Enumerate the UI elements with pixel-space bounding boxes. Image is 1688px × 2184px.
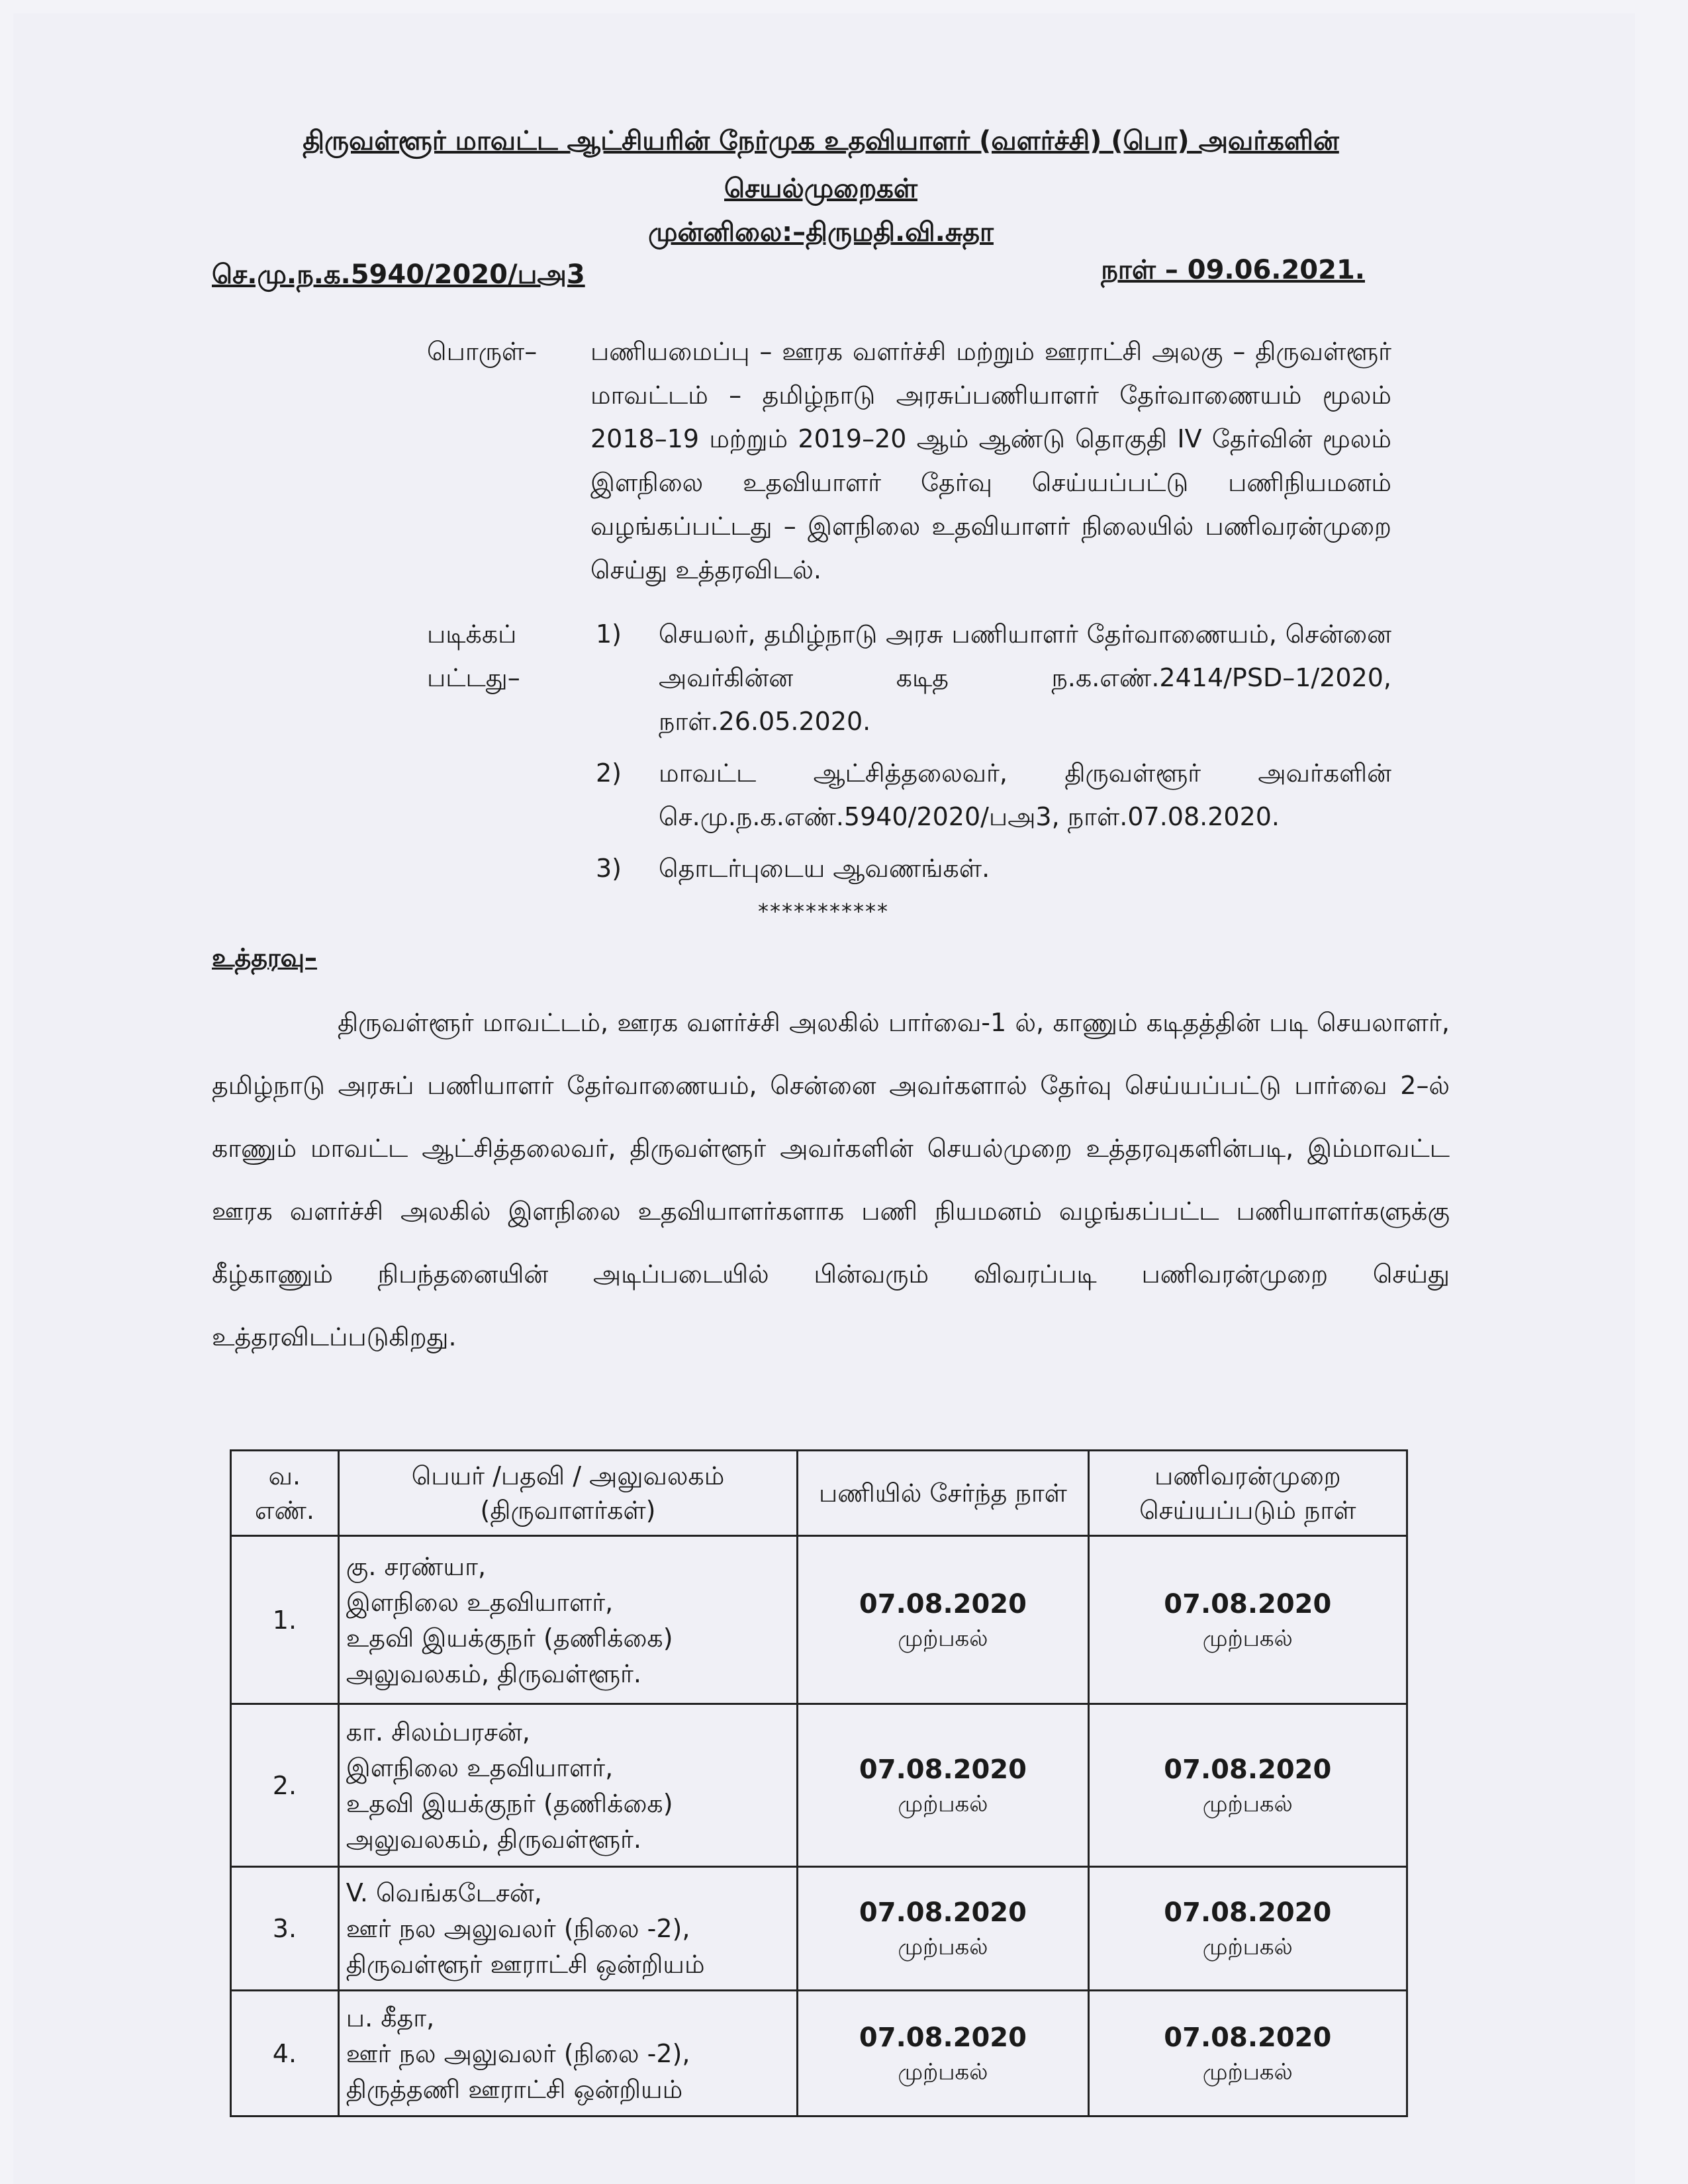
employee-detail-line: அலுவலகம், திருவள்ளூர். [346,1824,641,1854]
references-list [596,612,1391,890]
order-heading: உத்தரவு– [212,943,317,972]
joining-date: 07.08.2020 [859,1754,1027,1785]
reference-item [596,751,1391,839]
regularisation-date-session: முற்பகல் [1202,1790,1293,1817]
serial-number: 2. [231,1704,339,1867]
reference-number: 1) [596,619,622,649]
column-header-name: பெயர் /பதவி / அலுவலகம் (திருவாளர்கள்) [338,1451,797,1536]
reference-number: 3) [596,854,622,883]
separator: *********** [758,899,889,924]
employee-details [338,1991,797,2116]
employee-detail-line: உதவி இயக்குநர் (தணிக்கை) [346,1788,673,1818]
table-row [231,1536,1407,1704]
serial-number: 4. [231,1991,339,2116]
table-row [231,1704,1407,1867]
employee-details [338,1867,797,1991]
employee-detail-line: ஊர் நல அலுவலர் (நிலை -2), [346,1914,690,1943]
joining-date-cell [798,1867,1088,1991]
presiding-officer: முன்னிலை:–திருமதி.வி.சுதா [648,217,994,248]
subject-text: பணியமைப்பு – ஊரக வளர்ச்சி மற்றும் ஊராட்சி அலகு – திருவள்ளூர் மாவட்டம் – தமிழ்நாடு அரசுப்பணியாளர் தேர்வாணையம் மூலம் 2018–19 மற்றும் 2019–20 ஆம் ஆண்டு தொகுதி IV தேர்வின் மூலம் இளநிலை உதவியாளர் தேர்வு செய்யப்பட்டு பணிநியமனம் வழங்கப்பட்டது – இளநிலை உதவியாளர் நிலையில் பணிவரன்முறை செய்து உத்தரவிடல். [590,337,1391,584]
employee-detail-line: ஊர் நல அலுவலர் (நிலை -2), [346,2038,690,2068]
employee-detail-line: இளநிலை உதவியாளர், [346,1587,614,1617]
regularisation-date-cell [1088,1704,1407,1867]
reference-item [596,846,1391,890]
order-body: திருவள்ளூர் மாவட்டம், ஊரக வளர்ச்சி அலகில் பார்வை-1 ல், காணும் கடிதத்தின் படி செயலாளர், தமிழ்நாடு அரசுப் பணியாளர் தேர்வாணையம், சென்னை அவர்களால் தேர்வு செய்யப்பட்டு பார்வை 2–ல் காணும் மாவட்ட ஆட்சித்தலைவர், திருவள்ளூர் அவர்களின் செயல்முறை உத்தரவுகளின்படி, இம்மாவட்ட ஊரக வளர்ச்சி அலகில் இளநிலை உதவியாளர்களாக பணி நியமனம் வழங்கப்பட்ட பணியாளர்களுக்கு கீழ்காணும் நிபந்தனையின் அடிப்படையில் பின்வரும் விவரப்படி பணிவரன்முறை செய்து உத்தரவிடப்படுகிறது. [212,1008,1450,1351]
reference-number: செ.மு.ந.க.5940/2020/பஅ3 [212,259,585,290]
table-header-row [231,1451,1407,1536]
table-row [231,1991,1407,2116]
joining-date-session: முற்பகல் [898,1790,988,1817]
employee-detail-line: கா. சிலம்பரசன், [346,1717,530,1747]
joining-date-session: முற்பகல் [898,2058,988,2085]
regularisation-date-session: முற்பகல் [1202,2058,1293,2085]
regularisation-table [230,1449,1408,2117]
subject-label: பொருள்– [427,337,538,366]
document-date: நாள் – 09.06.2021. [1101,255,1365,285]
references-label-line2: பட்டது– [427,663,520,692]
regularisation-date-cell [1088,1991,1407,2116]
joining-date-cell [798,1991,1088,2116]
regularisation-date-session: முற்பகல் [1202,1934,1293,1960]
joining-date-cell [798,1536,1088,1704]
joining-date: 07.08.2020 [859,1588,1027,1619]
regularisation-date-session: முற்பகல் [1202,1625,1293,1652]
employee-detail-line: உதவி இயக்குநர் (தணிக்கை) [346,1623,673,1653]
reference-text: மாவட்ட ஆட்சித்தலைவர், திருவள்ளூர் அவர்களின் செ.மு.ந.க.எண்.5940/2020/பஅ3, நாள்.07.08.2020. [659,758,1391,831]
column-header-join-date: பணியில் சேர்ந்த நாள் [798,1451,1088,1536]
reference-number: 2) [596,758,622,788]
regularisation-date: 07.08.2020 [1164,2022,1332,2053]
document-title-line2: செயல்முறைகள் [724,173,917,204]
employee-detail-line: இளநிலை உதவியாளர், [346,1752,614,1782]
joining-date: 07.08.2020 [859,1897,1027,1928]
table-row [231,1867,1407,1991]
joining-date-session: முற்பகல் [898,1934,988,1960]
document-title: திருவள்ளூர் மாவட்ட ஆட்சியரின் நேர்முக உதவியாளர் (வளர்ச்சி) (பொ) அவர்களின் [303,126,1339,156]
joining-date-cell [798,1704,1088,1867]
employee-detail-line: கு. சரண்யா, [346,1551,487,1581]
employee-detail-line: திருத்தணி ஊராட்சி ஒன்றியம் [346,2074,683,2104]
references-label [427,612,520,700]
column-header-sno: வ. எண். [231,1451,339,1536]
employee-details [338,1536,797,1704]
regularisation-date: 07.08.2020 [1164,1754,1332,1785]
reference-text: செயலர், தமிழ்நாடு அரசு பணியாளர் தேர்வாணையம், சென்னை அவர்கின்ன கடித ந.க.எண்.2414/PSD–1/2020, நாள்.26.05.2020. [659,619,1391,736]
employee-detail-line: அலுவலகம், திருவள்ளூர். [346,1659,641,1688]
references-label-line1: படிக்கப் [427,619,517,649]
joining-date: 07.08.2020 [859,2022,1027,2053]
reference-item [596,612,1391,743]
serial-number: 1. [231,1536,339,1704]
serial-number: 3. [231,1867,339,1991]
regularisation-date-cell [1088,1867,1407,1991]
employee-detail-line: திருவள்ளூர் ஊராட்சி ஒன்றியம் [346,1950,705,1979]
employee-details [338,1704,797,1867]
joining-date-session: முற்பகல் [898,1625,988,1652]
column-header-regularisation-date: பணிவரன்முறை செய்யப்படும் நாள் [1088,1451,1407,1536]
regularisation-date-cell [1088,1536,1407,1704]
regularisation-date: 07.08.2020 [1164,1897,1332,1928]
employee-detail-line: ப. கீதா, [346,2003,435,2032]
reference-text: தொடர்புடைய ஆவணங்கள். [659,854,990,883]
employee-detail-line: V. வெங்கடேசன், [346,1878,542,1907]
regularisation-date: 07.08.2020 [1164,1588,1332,1619]
